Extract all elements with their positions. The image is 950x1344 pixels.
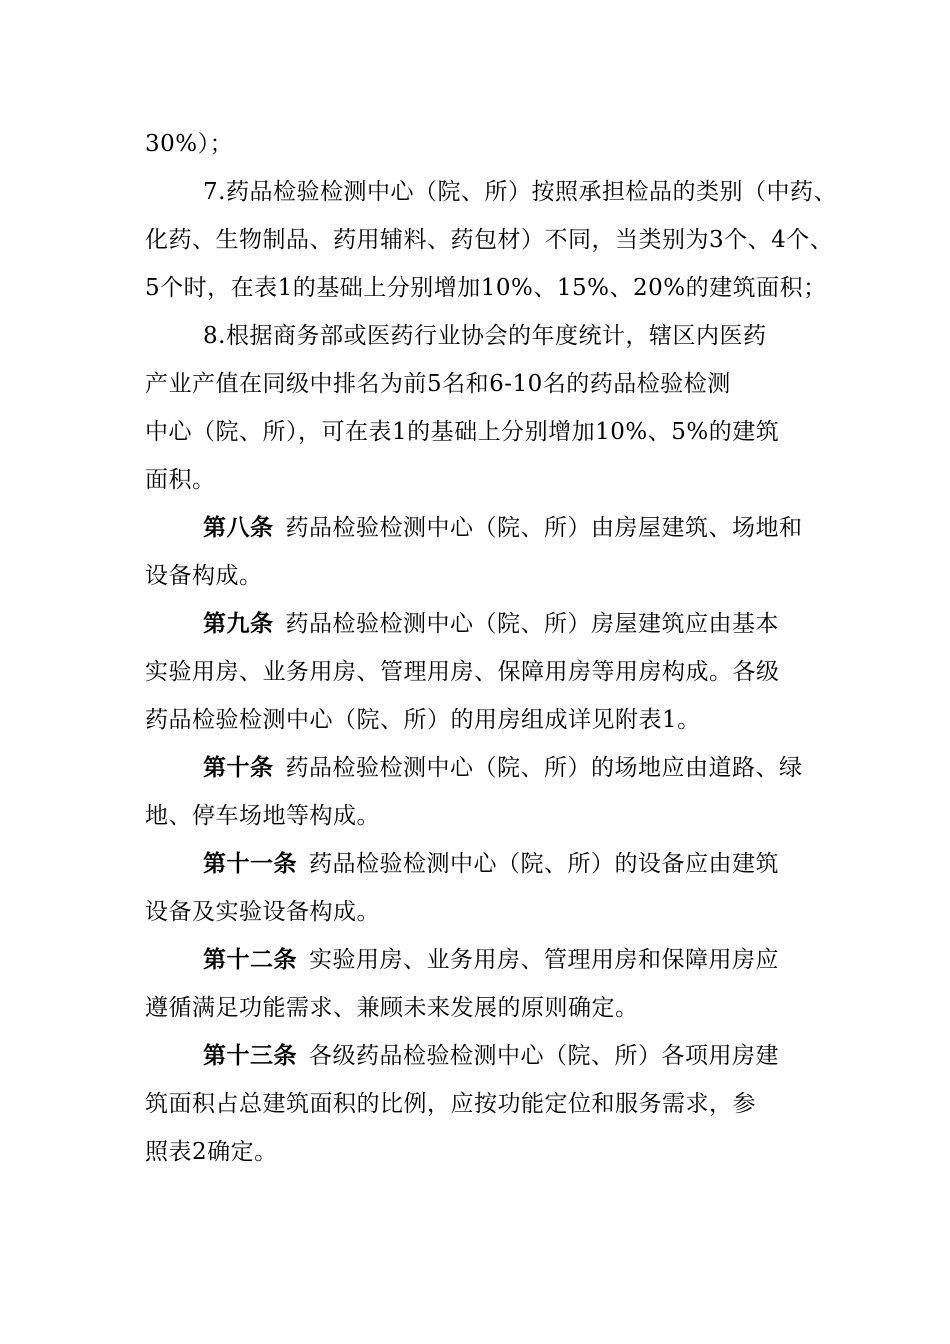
text-line xyxy=(145,600,815,648)
text-line xyxy=(145,936,815,984)
text-line: 地、停车场地等构成。 xyxy=(145,803,380,829)
article-text: 药品检验检测中心（院、所）房屋建筑应由基本 xyxy=(285,611,779,637)
text-line: 面积。 xyxy=(145,467,216,493)
article-9 xyxy=(145,600,815,744)
article-text: 药品检验检测中心（院、所）的设备应由建筑 xyxy=(309,851,779,877)
paragraph-continuation xyxy=(145,120,815,168)
article-10 xyxy=(145,744,815,840)
text-line: 实验用房、业务用房、管理用房、保障用房等用房构成。各级 xyxy=(145,659,780,685)
text-line: 遵循满足功能需求、兼顾未来发展的原则确定。 xyxy=(145,995,639,1021)
text-line xyxy=(145,1032,815,1080)
article-12 xyxy=(145,936,815,1032)
article-text: 实验用房、业务用房、管理用房和保障用房应 xyxy=(309,947,779,973)
text-line: 设备及实验设备构成。 xyxy=(145,899,380,925)
text-line: 8.根据商务部或医药行业协会的年度统计，辖区内医药 xyxy=(203,323,767,349)
text-line xyxy=(145,504,815,552)
text-line: 设备构成。 xyxy=(145,563,263,589)
article-heading: 第十一条 xyxy=(203,851,297,877)
text-line xyxy=(145,840,815,888)
paragraph-item-7 xyxy=(145,168,837,312)
article-13 xyxy=(145,1032,815,1176)
article-heading: 第九条 xyxy=(203,611,274,637)
article-heading: 第八条 xyxy=(203,515,274,541)
article-heading: 第十二条 xyxy=(203,947,297,973)
text-line: 中心（院、所），可在表1的基础上分别增加10%、5%的建筑 xyxy=(145,419,780,445)
text-line: 7.药品检验检测中心（院、所）按照承担检品的类别（中药、 xyxy=(203,179,837,205)
text-line xyxy=(145,744,815,792)
text-line: 化药、生物制品、药用辅料、药包材）不同，当类别为3个、4个、 xyxy=(145,227,834,253)
paragraph-item-8 xyxy=(145,312,815,504)
text-line: 30%）； xyxy=(145,131,234,157)
article-text: 药品检验检测中心（院、所）的场地应由道路、绿 xyxy=(285,755,803,781)
text-line: 产业产值在同级中排名为前5名和6-10名的药品检验检测 xyxy=(145,371,731,397)
text-line: 照表2确定。 xyxy=(145,1139,278,1165)
text-line: 药品检验检测中心（院、所）的用房组成详见附表1。 xyxy=(145,707,701,733)
text-line: 5个时，在表1的基础上分别增加10%、15%、20%的建筑面积； xyxy=(145,275,827,301)
article-text: 药品检验检测中心（院、所）由房屋建筑、场地和 xyxy=(285,515,803,541)
article-text: 各级药品检验检测中心（院、所）各项用房建 xyxy=(309,1043,779,1069)
article-8 xyxy=(145,504,815,600)
article-heading: 第十条 xyxy=(203,755,274,781)
article-heading: 第十三条 xyxy=(203,1043,297,1069)
text-line: 筑面积占总建筑面积的比例，应按功能定位和服务需求，参 xyxy=(145,1091,756,1117)
document-page xyxy=(145,120,837,1176)
article-11 xyxy=(145,840,815,936)
